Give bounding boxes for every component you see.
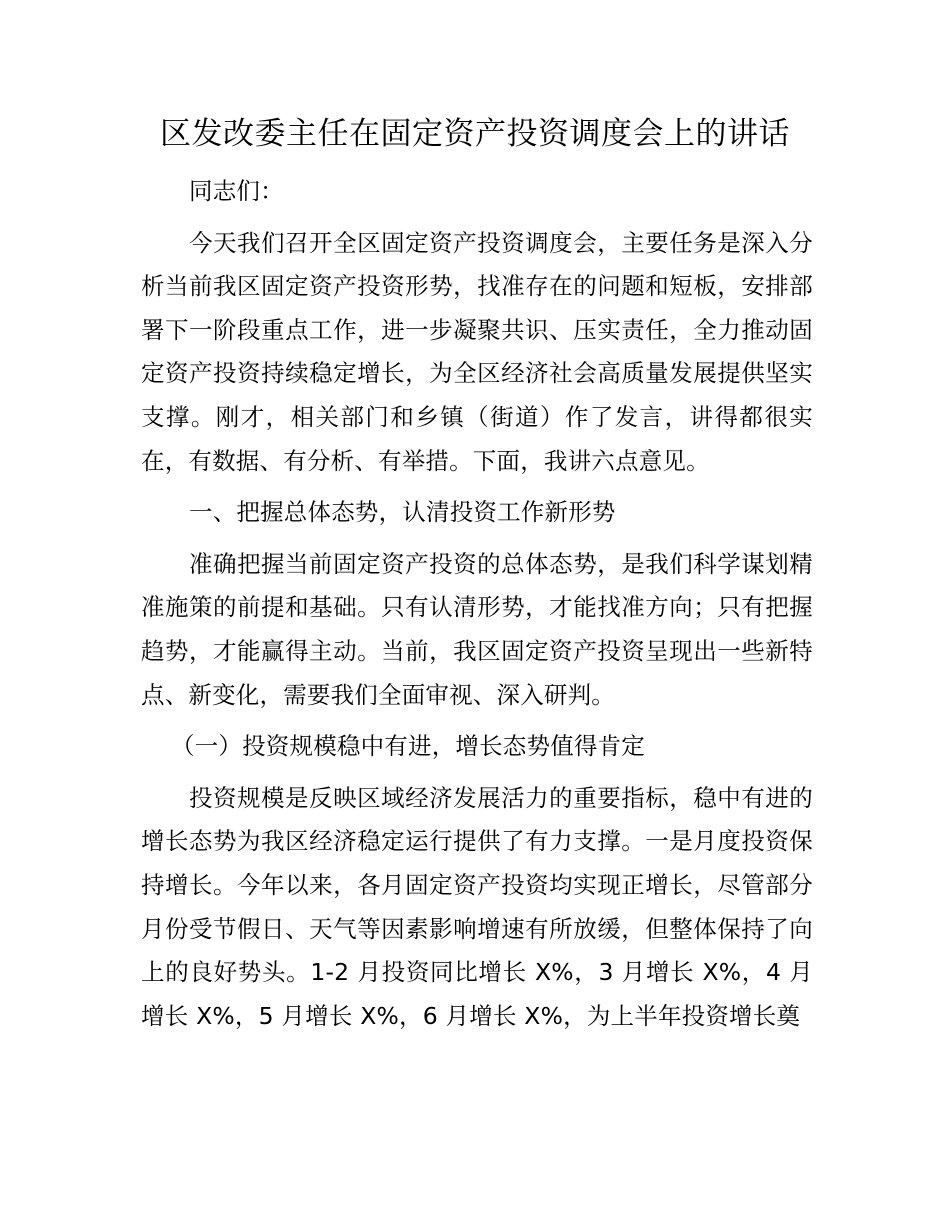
greeting-line: 同志们： (189, 177, 284, 205)
subsection-1-heading: （一）投资规模稳中有进，增长态势值得肯定 (171, 732, 645, 761)
subsection-1-paragraph: 投资规模是反映区域经济发展活力的重要指标，稳中有进的增长态势为我区经济稳定运行提供了有力支撑。一是月度投资保持增长。今年以来，各月固定资产投资均实现正增长，尽管部分月份受节假日、天气等因素影响增速有所放缓，但整体保持了向上的良好势头。1-2 月投资同比增长 X%，3 月增长 X%，4 月增长 X%，5 月增长 X%，6 月增长 X%，为上半年投资增长奠 (141, 783, 813, 1030)
section-1-heading: 一、把握总体态势，认清投资工作新形势 (189, 498, 616, 527)
intro-paragraph: 今天我们召开全区固定资产投资调度会，主要任务是深入分析当前我区固定资产投资形势，找准存在的问题和短板，安排部署下一阶段重点工作，进一步凝聚共识、压实责任，全力推动固定资产投资持续稳定增长，为全区经济社会高质量发展提供坚实支撑。刚才，相关部门和乡镇（街道）作了发言，讲得都很实在，有数据、有分析、有举措。下面，我讲六点意见。 (141, 228, 813, 475)
section-1-paragraph: 准确把握当前固定资产投资的总体态势，是我们科学谋划精准施策的前提和基础。只有认清形势，才能找准方向；只有把握趋势，才能赢得主动。当前，我区固定资产投资呈现出一些新特点、新变化，需要我们全面审视、深入研判。 (141, 549, 813, 709)
document-title: 区发改委主任在固定资产投资调度会上的讲话 (160, 116, 790, 152)
document-body (141, 170, 813, 1046)
